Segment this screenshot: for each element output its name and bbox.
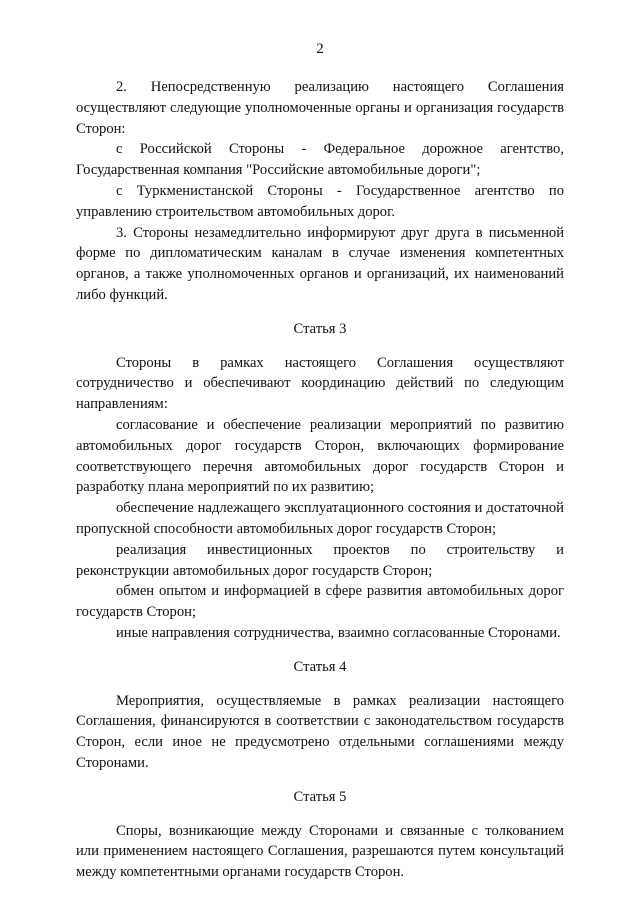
document-body — [76, 77, 564, 883]
article-4-title: Статья 4 — [293, 658, 347, 675]
paragraph-section-2: 2. Непосредственную реализацию настоящего Соглашения осуществляют следующие уполномоченные органы и организация государств Сторон: — [76, 79, 564, 137]
article-3-item: согласование и обеспечение реализации мероприятий по развитию автомобильных дорог государств Сторон, включающих формирование соответствующего перечня автомобильных дорог государств Сторон и разработку плана мероприятий по их развитию; — [76, 416, 564, 496]
article-5-title: Статья 5 — [293, 788, 347, 805]
paragraph-section-3: 3. Стороны незамедлительно информируют друг друга в письменной форме по дипломатическим каналам в случае изменения компетентных органов, а также уполномоченных органов и организаций, их наименований либо функций. — [76, 224, 564, 303]
article-3-intro: Стороны в рамках настоящего Соглашения осуществляют сотрудничество и обеспечивают координацию действий по следующим направлениям: — [76, 354, 564, 413]
article-5-text: Споры, возникающие между Сторонами и связанные с толкованием или применением настоящего Соглашения, разрешаются путем консультаций между компетентными органами государств Сторон. — [76, 822, 564, 881]
article-3-item: реализация инвестиционных проектов по строительству и реконструкции автомобильных дорог государств Сторон; — [76, 541, 564, 579]
article-3-item: иные направления сотрудничества, взаимно согласованные Сторонами. — [116, 624, 561, 641]
article-4-text: Мероприятия, осуществляемые в рамках реализации настоящего Соглашения, финансируются в соответствии с законодательством государств Сторон, если иное не предусмотрено отдельными соглашениями между Сторонами. — [76, 692, 564, 771]
article-3-item: обмен опытом и информацией в сфере развития автомобильных дорог государств Сторон; — [76, 583, 564, 621]
paragraph-russian-side: с Российской Стороны - Федеральное дорожное агентство, Государственная компания "Российские автомобильные дороги"; — [76, 141, 564, 179]
article-3-title: Статья 3 — [293, 320, 347, 337]
page-number: 2 — [316, 41, 324, 57]
paragraph-turkmen-side: с Туркменистанской Стороны - Государственное агентство по управлению строительством автомобильных дорог. — [76, 182, 564, 220]
article-3-item: обеспечение надлежащего эксплуатационного состояния и достаточной пропускной способности автомобильных дорог государств Сторон; — [76, 500, 564, 537]
